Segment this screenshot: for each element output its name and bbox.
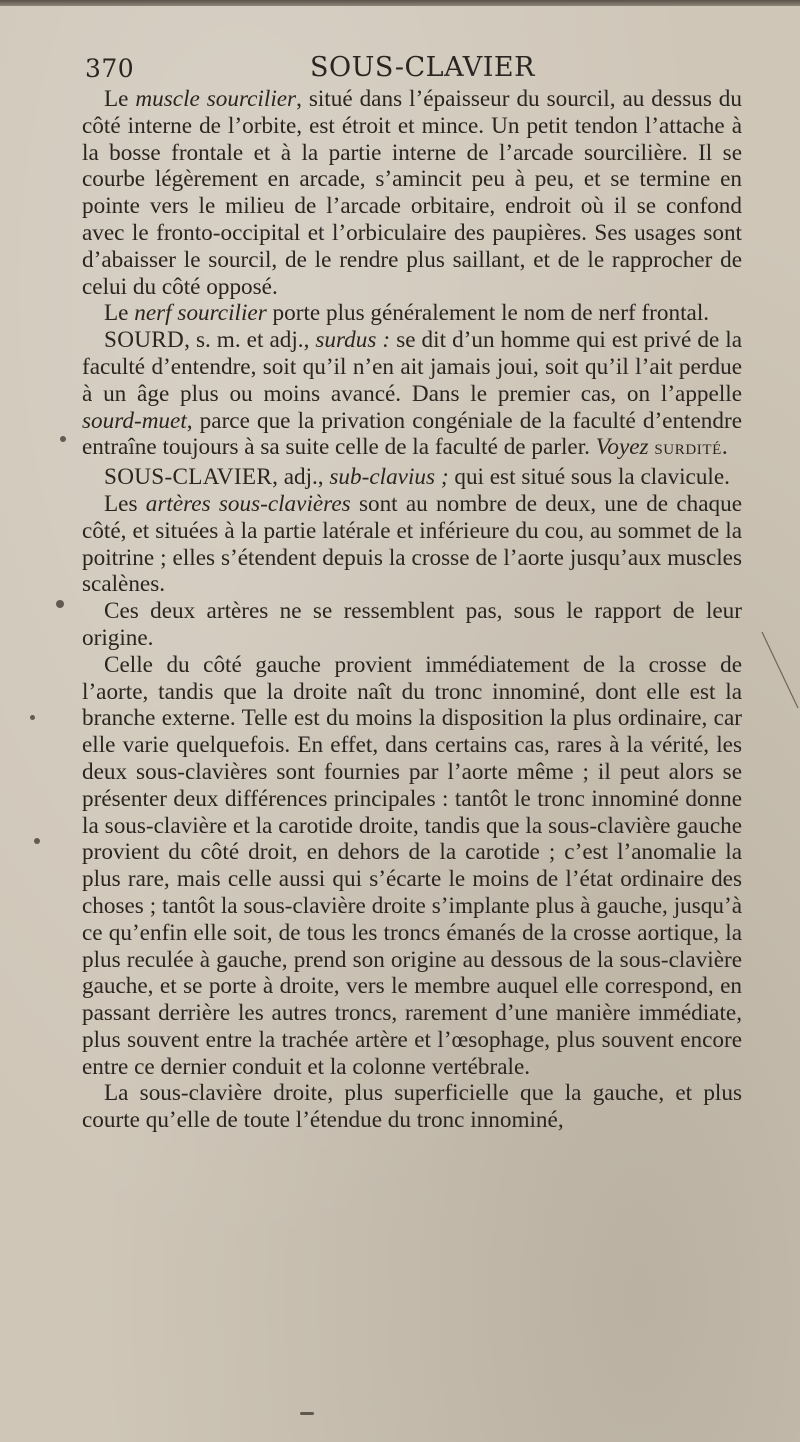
text-run: porte plus généralement le nom de nerf frontal.	[266, 300, 710, 327]
text-run: Ces deux artères ne se ressemblent pas, sous le rapport de leur origine.	[82, 598, 742, 651]
paragraph	[82, 1080, 742, 1134]
text-run: qui est situé sous la clavicule.	[448, 464, 730, 491]
text-run: sont au nombre de deux, une de chaque côté, et situées à la partie latérale et inférieure du cou, au sommet de la poitrine ; elles s’étendent depuis la crosse de l’aorte jusqu’aux muscles scalènes.	[82, 490, 743, 598]
text-run: Celle du côté gauche provient immédiatement de la crosse de l’aorte, tandis que la droite naît du tronc innominé, dont elle est la branche externe. Telle est du moins la disposition la plus ordinaire, car elle varie quelquefois. En effet, dans certains cas, rares à la vérité, les deux sous-clavières sont fournies par l’aorte même ; il peut alors se présenter deux différences principales : tantôt le tronc innominé donne la sous-clavière et la carotide droite, tandis que la sous-clavière gauche provient du côté droit, en dehors de la carotide ; c’est l’anomalie la plus rare, mais celle aussi qui s’écarte le moins de l’état ordinaire des choses ; tantôt la sous-clavière droite s’implante plus à gauche, jusqu’à ce qu’enfin elle soit, de tous les troncs émanés de la crosse aortique, la plus reculée à gauche, prend son origine au dessous de la sous-clavière gauche, et se porte à droite, vers le membre auquel elle correspond, en passant derrière les autres troncs, rarement d’une manière immédiate, plus souvent entre la trachée artère et l’œsophage, plus souvent encore entre ce dernier conduit et la colonne vertébrale.	[82, 651, 742, 1080]
italic-term: Voyez	[595, 434, 649, 461]
italic-term: surdus :	[315, 327, 391, 354]
headword: SOURD	[104, 327, 185, 354]
paragraph	[82, 300, 742, 327]
book-page	[82, 46, 742, 1134]
text-run: Les	[104, 490, 146, 517]
ink-speck	[56, 600, 64, 608]
italic-term: muscle sourcilier	[135, 86, 297, 112]
italic-term: sourd-muet	[82, 407, 187, 434]
paragraph	[82, 598, 742, 652]
ink-speck	[30, 715, 35, 720]
italic-term: artères sous-clavières	[145, 490, 351, 517]
headword: SOUS-CLAVIER	[104, 464, 273, 491]
text-run: , parce que la privation congéniale de la faculté d’entendre entraîne toujours à sa suite celle de la faculté de parler.	[82, 407, 742, 461]
paragraph	[82, 327, 742, 464]
ink-speck	[60, 436, 66, 442]
margin-mark	[760, 630, 800, 710]
paragraph	[82, 464, 742, 491]
paragraph	[82, 652, 742, 1081]
italic-term: nerf sourcilier	[134, 300, 267, 327]
cross-reference: SURDITÉ	[654, 442, 722, 459]
text-run: Le	[104, 300, 135, 327]
text-run: Le	[104, 86, 136, 112]
page-number: 370	[85, 54, 135, 83]
text-run: , s. m. et adj.,	[184, 327, 316, 354]
text-run: .	[721, 434, 728, 461]
ink-speck	[34, 838, 40, 844]
body-text	[82, 86, 742, 1134]
text-run: La sous-clavière droite, plus superficielle que la gauche, et plus courte qu’elle de toute l’étendue du tronc innominé,	[82, 1080, 742, 1134]
paragraph	[82, 86, 742, 300]
ink-speck	[300, 1412, 314, 1415]
text-run: , situé dans l’épaisseur du sourcil, au dessus du côté interne de l’orbite, est étroit et mince. Un petit tendon l’attache à la bosse frontale et à la partie interne de l’arcade sourcilière. Il se courbe légèrement en arcade, s’amincit peu à peu, et se termine en pointe vers le milieu de l’arcade orbitaire, endroit où il se confond avec le fronto-occipital et l’orbiculaire des paupières. Ses usages sont d’abaisser le sourcil, de le rendre plus saillant, et de le rapprocher de celui du côté opposé.	[82, 86, 742, 300]
text-run: se dit d’un homme qui est privé de la faculté d’entendre, soit qu’il n’en ait jamais joui, soit qu’il l’ait perdue à un âge plus ou moins avancé. Dans le premier cas, on l’appelle	[82, 327, 743, 407]
running-title: SOUS-CLAVIER	[310, 52, 535, 83]
text-run: , adj.,	[272, 464, 330, 491]
running-head	[82, 46, 742, 86]
italic-term: sub-clavius ;	[329, 464, 449, 491]
paragraph	[82, 491, 742, 598]
page-top-edge	[0, 0, 800, 6]
